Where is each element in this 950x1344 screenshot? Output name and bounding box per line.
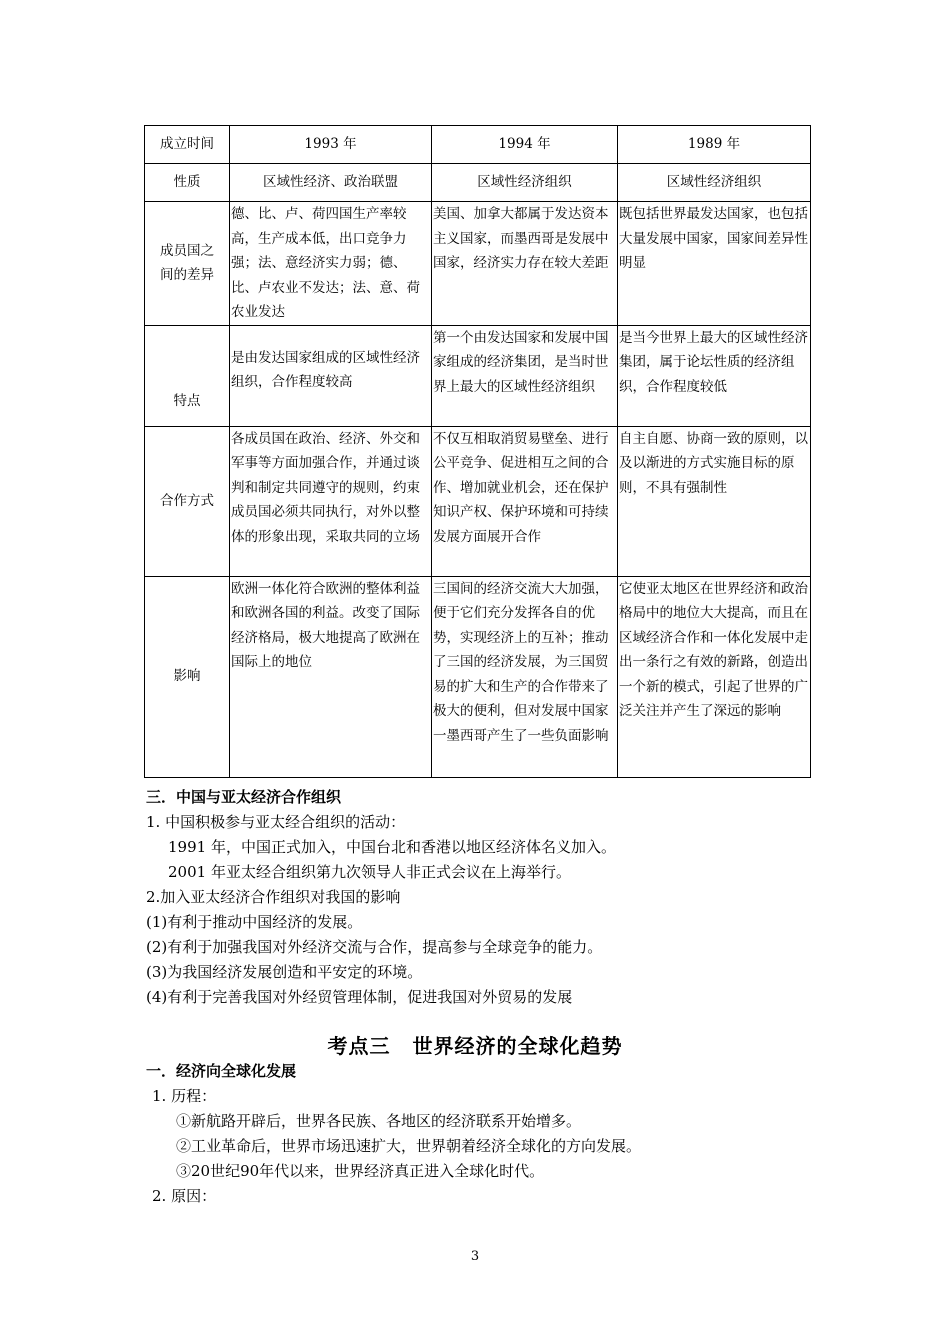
table-cell: 不仅互相取消贸易壁垒、进行公平竞争、促进相互之间的合作、增加就业机会，还在保护知识产权、保护环境和可持续发展方面展开合作: [432, 426, 618, 576]
section-heading: 三．中国与亚太经济合作组织: [146, 788, 342, 806]
table-cell: 美国、加拿大都属于发达资本主义国家，而墨西哥是发展中国家，经济实力存在较大差距: [432, 202, 618, 326]
list-item: ③20世纪90年代以来，世界经济真正进入全球化时代。: [176, 1162, 545, 1180]
row-label: 影响: [145, 576, 230, 777]
row-label: 合作方式: [145, 426, 230, 576]
table-cell: 1993 年: [230, 126, 432, 164]
page-title: [0, 1030, 950, 1059]
list-item: 1. 中国积极参与亚太经合组织的活动：: [146, 813, 406, 831]
title-part-b: 世界经济的全球化趋势: [412, 1034, 623, 1058]
row-label: 成立时间: [145, 126, 230, 164]
title-part-a: 考点三: [327, 1034, 391, 1058]
table-cell: 是由发达国家组成的区域性经济组织，合作程度较高: [230, 325, 432, 426]
page-number: 3: [470, 1249, 480, 1264]
row-label: 特点: [145, 325, 230, 426]
table-cell: 区域性经济组织: [432, 164, 618, 202]
table-cell: 区域性经济、政治联盟: [230, 164, 432, 202]
table-row: [145, 202, 811, 326]
row-label: 成员国之间的差异: [145, 202, 230, 326]
table-row: [145, 426, 811, 576]
table-cell: 1989 年: [618, 126, 811, 164]
row-label: 性质: [145, 164, 230, 202]
table-cell: 第一个由发达国家和发展中国家组成的经济集团，是当时世界上最大的区域性经济组织: [432, 325, 618, 426]
table-cell: 是当今世界上最大的区域性经济集团，属于论坛性质的经济组织，合作程度较低: [618, 325, 811, 426]
list-item: ②工业革命后，世界市场迅速扩大，世界朝着经济全球化的方向发展。: [176, 1137, 642, 1155]
list-item: ①新航路开辟后，世界各民族、各地区的经济联系开始增多。: [176, 1112, 582, 1130]
list-item: (1)有利于推动中国经济的发展。: [146, 913, 363, 931]
list-item: 2.加入亚太经济合作组织对我国的影响: [146, 888, 401, 906]
list-item: (4)有利于完善我国对外经贸管理体制，促进我国对外贸易的发展: [146, 988, 573, 1006]
list-item: (2)有利于加强我国对外经济交流与合作，提高参与全球竞争的能力。: [146, 938, 603, 956]
table-cell: 既包括世界最发达国家，也包括大量发展中国家，国家间差异性明显: [618, 202, 811, 326]
table-cell: 德、比、卢、荷四国生产率较高，生产成本低，出口竞争力强；法、意经济实力弱；德、比、卢农业不发达；法、意、荷农业发达: [230, 202, 432, 326]
table-row: [145, 126, 811, 164]
table-row: [145, 164, 811, 202]
table-row: [145, 576, 811, 777]
table-cell: 欧洲一体化符合欧洲的整体利益和欧洲各国的利益。改变了国际经济格局，极大地提高了欧洲在国际上的地位: [230, 576, 432, 777]
table-cell: 自主自愿、协商一致的原则，以及以渐进的方式实施目标的原则，不具有强制性: [618, 426, 811, 576]
table-cell: 它使亚太地区在世界经济和政治格局中的地位大大提高，而且在区域经济合作和一体化发展中走出一条行之有效的新路，创造出一个新的模式，引起了世界的广泛关注并产生了深远的影响: [618, 576, 811, 777]
comparison-table: [144, 125, 811, 778]
section-heading: 一．经济向全球化发展: [146, 1062, 297, 1080]
list-item: 2001 年亚太经合组织第九次领导人非正式会议在上海举行。: [168, 863, 571, 881]
table-cell: 各成员国在政治、经济、外交和军事等方面加强合作，并通过谈判和制定共同遵守的规则，约束成员国必须共同执行，对外以整体的形象出现，采取共同的立场: [230, 426, 432, 576]
table-cell: 区域性经济组织: [618, 164, 811, 202]
table-row: [145, 325, 811, 426]
table-cell: 三国间的经济交流大大加强，便于它们充分发挥各自的优势，实现经济上的互补；推动了三国的经济发展，为三国贸易的扩大和生产的合作带来了极大的便利，但对发展中国家一墨西哥产生了一些负面影响: [432, 576, 618, 777]
list-item: (3)为我国经济发展创造和平安定的环境。: [146, 963, 423, 981]
table-cell: 1994 年: [432, 126, 618, 164]
list-item: 2. 原因：: [152, 1187, 217, 1205]
list-item: 1. 历程：: [152, 1087, 217, 1105]
list-item: 1991 年，中国正式加入，中国台北和香港以地区经济体名义加入。: [168, 838, 616, 856]
